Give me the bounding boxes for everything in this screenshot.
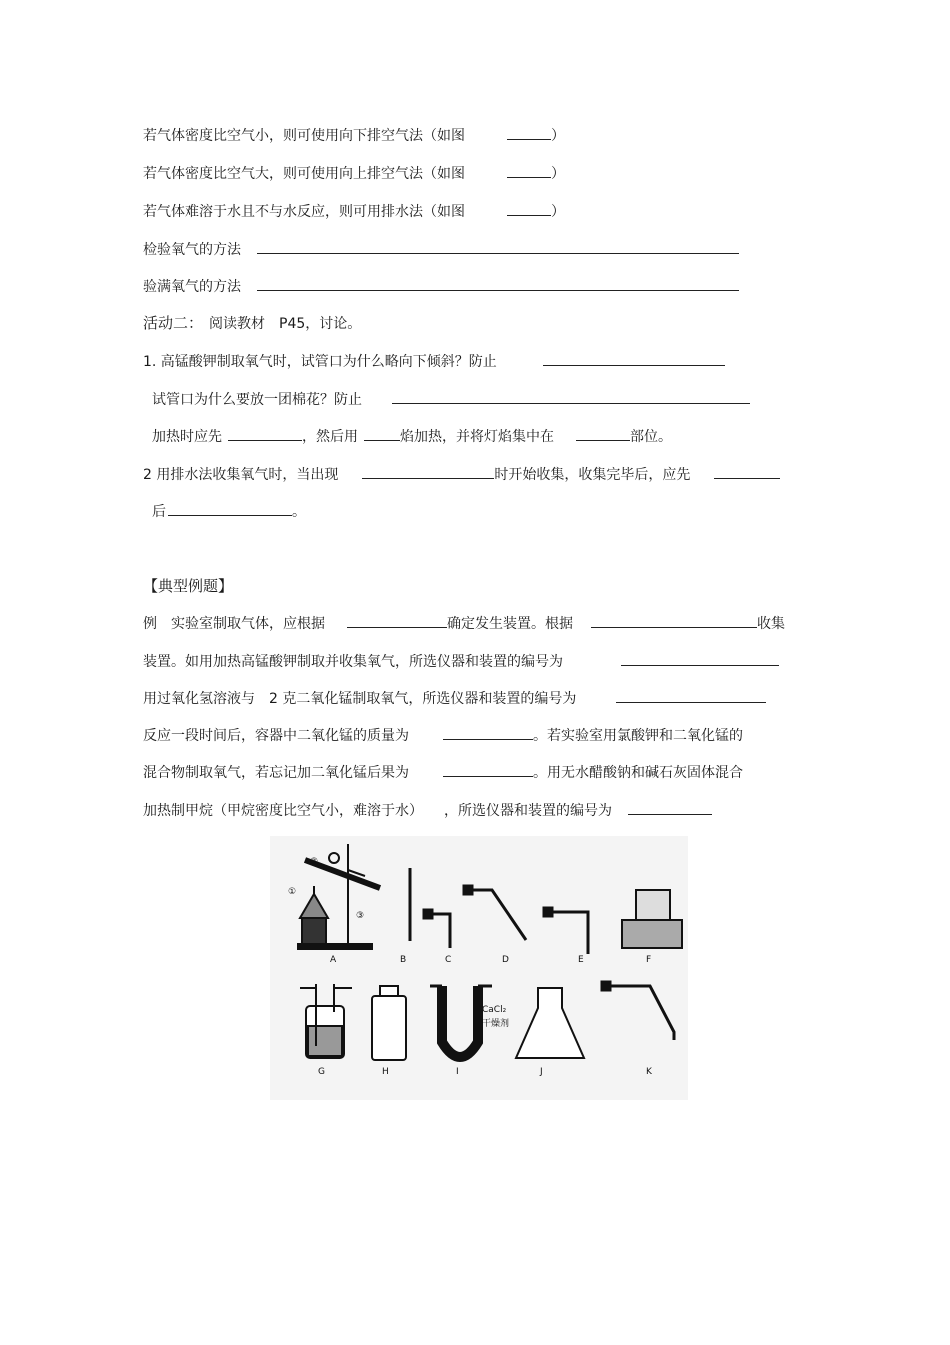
answer-blank[interactable] <box>628 800 712 815</box>
text: 若气体难溶于水且不与水反应，则可用排水法（如图 <box>143 204 465 220</box>
text: 。若实验室用氯酸钾和二氧化锰的 <box>533 728 743 744</box>
text: 若气体密度比空气大，则可使用向上排空气法（如图 <box>143 166 465 182</box>
answer-blank[interactable] <box>616 688 766 703</box>
text: ，然后用 <box>302 429 358 445</box>
answer-blank[interactable] <box>507 201 551 216</box>
answer-blank[interactable] <box>507 163 551 178</box>
answer-blank[interactable] <box>392 389 750 404</box>
example-line-5 <box>143 762 743 782</box>
drying-agent-label: 干燥剂 <box>482 1019 510 1029</box>
line-gas-water <box>143 201 565 221</box>
text: 1. 高锰酸钾制取氧气时，试管口为什么略向下倾斜？防止 <box>143 354 497 370</box>
part-number: ① <box>288 887 297 897</box>
text: 反应一段时间后，容器中二氧化锰的质量为 <box>143 728 409 744</box>
part-number: ③ <box>356 911 365 921</box>
text: 部位。 <box>630 429 672 445</box>
apparatus-h <box>372 986 406 1060</box>
example-line-4 <box>143 725 743 745</box>
answer-blank[interactable] <box>257 276 739 291</box>
drying-agent-formula: CaCl₂ <box>482 1005 507 1015</box>
text: 收集 <box>757 616 785 632</box>
label-k: K <box>646 1067 652 1077</box>
examples-heading <box>143 577 233 596</box>
label-d: D <box>502 955 509 965</box>
line-gas-heavier <box>143 163 565 183</box>
text: ） <box>551 128 565 144</box>
label-b: B <box>400 955 407 965</box>
text: 若气体密度比空气小，则可使用向下排空气法（如图 <box>143 128 465 144</box>
q2-line-b <box>152 501 306 521</box>
answer-blank[interactable] <box>507 125 551 140</box>
answer-blank[interactable] <box>591 613 757 628</box>
figure-background <box>270 836 688 1100</box>
text: 确定发生装置。根据 <box>447 616 573 632</box>
text: ） <box>551 166 565 182</box>
text: 。 <box>292 504 306 520</box>
text: 验满氧气的方法 <box>143 279 241 295</box>
q1-line-b <box>152 389 750 409</box>
answer-blank[interactable] <box>543 351 725 366</box>
label-e: E <box>578 955 584 965</box>
answer-blank[interactable] <box>362 464 494 479</box>
example-line-6 <box>143 800 712 820</box>
label-h: H <box>382 1067 389 1077</box>
text: 用过氧化氢溶液与 2 克二氧化锰制取氧气，所选仪器和装置的编号为 <box>143 691 577 707</box>
heading-text: 活动二： <box>143 314 204 332</box>
text: 焰加热，并将灯焰集中在 <box>400 429 554 445</box>
label-j: J <box>540 1067 543 1077</box>
label-a: A <box>330 955 337 965</box>
line-gas-lighter <box>143 125 565 145</box>
heading-text: 【典型例题】 <box>143 577 234 595</box>
q1-line-a <box>143 351 725 371</box>
q2-line-a <box>143 464 780 484</box>
example-line-3 <box>143 688 766 708</box>
answer-blank[interactable] <box>621 651 779 666</box>
text: 2 用排水法收集氧气时，当出现 <box>143 467 339 483</box>
answer-blank[interactable] <box>168 501 292 516</box>
answer-blank[interactable] <box>347 613 447 628</box>
text: 后 <box>152 504 166 520</box>
text: 试管口为什么要放一团棉花？防止 <box>152 392 362 408</box>
answer-blank[interactable] <box>576 426 630 441</box>
text: 加热制甲烷（甲烷密度比空气小，难溶于水） <box>143 803 416 819</box>
label-i: I <box>456 1067 459 1077</box>
line-full-oxygen <box>143 276 739 296</box>
part-number: ② <box>310 857 319 867</box>
answer-blank[interactable] <box>364 426 400 441</box>
text: 混合物制取氧气，若忘记加二氧化锰后果为 <box>143 765 409 781</box>
text: 装置。如用加热高锰酸钾制取并收集氧气，所选仪器和装置的编号为 <box>143 654 563 670</box>
text: 。用无水醋酸钠和碱石灰固体混合 <box>533 765 743 781</box>
answer-blank[interactable] <box>257 239 739 254</box>
answer-blank[interactable] <box>714 464 780 479</box>
line-test-oxygen <box>143 239 739 259</box>
label-g: G <box>318 1067 325 1077</box>
text: 加热时应先 <box>152 429 222 445</box>
apparatus-figure <box>270 836 688 1100</box>
answer-blank[interactable] <box>443 762 533 777</box>
text: ，所选仪器和装置的编号为 <box>444 803 612 819</box>
text: 例 实验室制取气体，应根据 <box>143 616 325 632</box>
desc-text: 阅读教材 P45，讨论。 <box>209 316 362 332</box>
label-f: F <box>646 955 652 965</box>
example-line-1 <box>143 613 785 633</box>
q1-line-c <box>152 426 672 446</box>
text: 时开始收集，收集完毕后，应先 <box>494 467 691 483</box>
example-line-2 <box>143 651 779 671</box>
answer-blank[interactable] <box>228 426 302 441</box>
text: 检验氧气的方法 <box>143 242 241 258</box>
text: ） <box>551 204 565 220</box>
label-c: C <box>445 955 452 965</box>
answer-blank[interactable] <box>443 725 533 740</box>
activity2-heading <box>143 314 361 333</box>
